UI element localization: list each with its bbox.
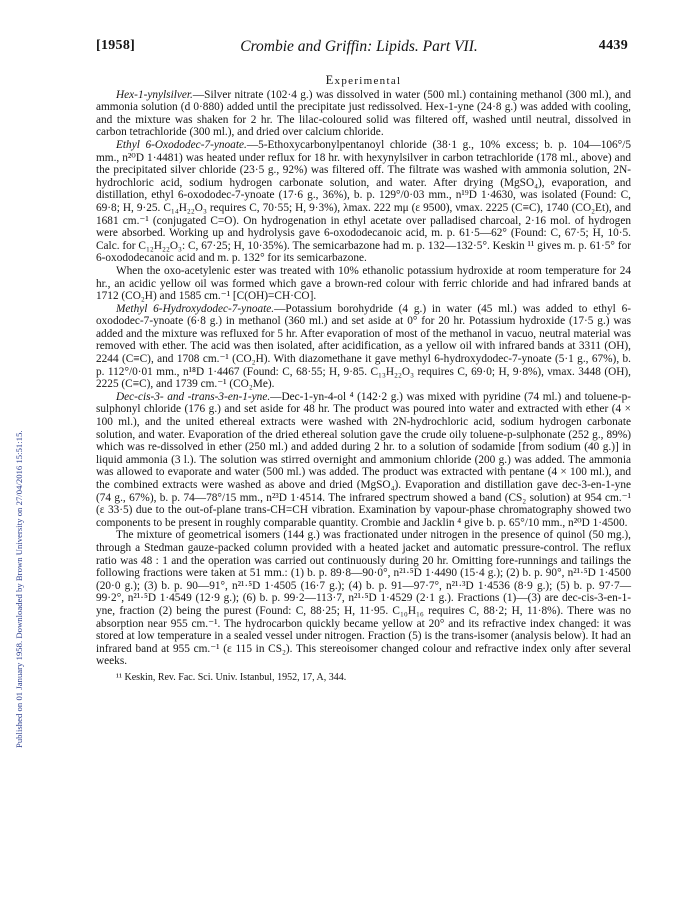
header-page-number: 4439: [598, 38, 628, 53]
header-year: [1958]: [96, 38, 136, 53]
paragraph-text: The mixture of geometrical isomers (144 g.) was fractionated under nitrogen in the presence of quinol (50 mg.), through a Stedman gauze-packed column provided with a heated jacket and automatic pressure-control. The reflux ratio was 48 : 1 and the operation was carried out continuously during 20 hr. Omitting fore-runnings and tailings the following fractions were taken at 51 mm.: (1) b. p. 89·8—90·0°, n²¹·⁵D 1·4490 (15·4 g.); (2) b. p. 90°, n²¹·⁵D 1·4500 (20·0 g.); (3) b. p. 90—91°, n²¹·⁵D 1·4505 (16·7 g.); (4) b. p. 91—97·7°, n²¹·³D 1·4536 (8·9 g.); (5) b. p. 97·7—99·2°, n²¹·⁵D 1·4549 (12·9 g.); (6) b. p. 99·2—113·7, n²¹·⁵D 1·4529 (2·1 g.). Fractions (1)—(3) are dec-cis-3-en-1-yne, fraction (2) being the purest (Found: C, 88·25; H, 11·95. C₁₀H₁₆ requires C, 88·2; H, 11·8%). There was no absorption near 955 cm.⁻¹. The hydrocarbon quickly became yellow at 20° and its refractive index changed: it was stored at low temperature in a sealed vessel under nitrogen. Fraction (5) is the trans-isomer (analysis below). It had an infrared band at 955 cm.⁻¹ (ε 115 in CS₂). This stereoisomer changed colour and refractive index only after several weeks.: [96, 529, 631, 668]
paragraph-text: When the oxo-acetylenic ester was treated with 10% ethanolic potassium hydroxide at room temperature for 24 hr., an acidic yellow oil was formed which gave a brown-red colour with ferric chloride and had infrared bands at 1712 (CO₂H) and 1585 cm.⁻¹ [C(OH)=CH·CO].: [96, 264, 631, 303]
paragraph-subheading: Ethyl 6-Oxododec-7-ynoate.: [116, 138, 247, 151]
side-note: [2, 150, 24, 750]
header-title: Crombie and Griffin: Lipids. Part VII.: [240, 38, 478, 55]
side-note-text: Published on 01 January 1958. Downloaded by Brown University on 27/04/2016 15:51:15.: [14, 430, 24, 748]
paragraph-text: —5-Ethoxycarbonylpentanoyl chloride (38·1 g., 10% excess; b. p. 104—106°/5 mm., n²⁰D 1·4481) was heated under reflux for 18 hr. with hexynylsilver in carbon tetrachloride (178 ml., above) and the precipitated silver chloride (23·5 g., 92%) was filtered off. The filtrate was washed with ammonia solution, 2N-hydrochloric acid, sodium hydrogen carbonate solution, and water. After drying (MgSO₄), evaporation, and distillation, ethyl 6-oxododec-7-ynoate (17·6 g., 36%), b. p. 129°/0·03 mm., n¹⁹D 1·4630, was isolated (Found: C, 69·8; H, 9·25. C₁₄H₂₂O₃ requires C, 70·55; H, 9·3%), λmax. 222 mμ (ε 9500), νmax. 2225 (C≡C), 1740 (CO₂Et), and 1681 cm.⁻¹ (conjugated C=O). On hydrogenation in ethyl acetate over palladised charcoal, 2·16 mol. of hydrogen were absorbed. Working up and hydrolysis gave 6-oxododecanoic acid, m. p. 61·5—62° (Found: C, 67·5; H, 10·5. Calc. for C₁₂H₂₂O₃: C, 67·25; H, 10·35%). The semicarbazone had m. p. 132—132·5°. Keskin ¹¹ gives m. p. 61·5° for 6-oxododecanoic acid and m. p. 132° for its semicarbazone.: [96, 138, 631, 265]
paragraph-subheading: Methyl 6-Hydroxydodec-7-ynoate.: [116, 302, 275, 315]
paragraph-subheading: Dec-cis-3- and -trans-3-en-1-yne.: [116, 390, 271, 403]
paragraph: [96, 529, 631, 668]
paragraph-subheading: Hex-1-ynylsilver.: [116, 88, 193, 101]
article-body: [96, 74, 631, 684]
paragraph: [96, 139, 631, 265]
paragraph-text: —Dec-1-yn-4-ol ⁴ (142·2 g.) was mixed with pyridine (74 ml.) and toluene-p-sulphonyl chloride (176 g.) and set aside for 48 hr. The product was poured into water and extracted with ether (4 × 100 ml.), and the united ethereal extracts were washed with 2N-hydrochloric acid, sodium hydrogen carbonate solution, and water. Evaporation of the dried ethereal solution gave the crude oily toluene-p-sulphonate (252 g., 89%) which was re-dissolved in ether (250 ml.) and added during 2 hr. to a solution of sodamide [from sodium (40 g.)] in liquid ammonia (3 l.). The solution was stirred overnight and ammonium chloride (200 g.) was added. The ammonia was allowed to evaporate and water (500 ml.) was added. The product was extracted with pentane (4 × 100 ml.), and the combined extracts were washed as above and dried (MgSO₄). Evaporation and distillation gave dec-3-en-1-yne (74 g., 67%), b. p. 74—78°/15 mm., n²³D 1·4514. The infrared spectrum showed a band (CS₂ solution) at 954 cm.⁻¹ (ε 33·5) due to the out-of-plane trans-CH=CH vibration. Examination by vapour-phase chromatography showed two components to be present in roughly comparable quantity. Crombie and Jacklin ⁴ give b. p. 65°/10 mm., n²⁰D 1·4500.: [96, 390, 631, 529]
paragraph: [96, 265, 631, 303]
paragraph-text: —Silver nitrate (102·4 g.) was dissolved in water (500 ml.) containing methanol (300 ml.), and ammonia solution (d 0·880) added until the precipitate just redissolved. Hex-1-yne (24·8 g.) was added with cooling, and the mixture was shaken for 2 hr. The lilac-coloured solid was filtered off, washed until neutral, dissolved in carbon tetrachloride (300 ml.), and dried over calcium chloride.: [96, 88, 631, 139]
section-heading: Experimental: [325, 73, 402, 87]
paragraph: [96, 391, 631, 530]
paragraph: [96, 303, 631, 391]
footnote: ¹¹ Keskin, Rev. Fac. Sci. Univ. Istanbul, 1952, 17, A, 344.: [116, 671, 347, 683]
paragraph-text: —Potassium borohydride (4 g.) in water (45 ml.) was added to ethyl 6-oxododec-7-ynoate (6·8 g.) in methanol (360 ml.) and set aside at 0° for 20 hr. Potassium hydroxide (17·5 g.) was added and the mixture was refluxed for 5 hr. After evaporation of most of the methanol in vacuo, neutral material was removed with ether. The acid was then isolated, after acidification, as a yellow oil with infrared bands at 3311 (OH), 2244 (C≡C), and 1708 cm.⁻¹ (CO₂H). With diazomethane it gave methyl 6-hydroxydodec-7-ynoate (5·1 g., 67%), b. p. 112°/0·01 mm., n¹⁸D 1·4467 (Found: C, 68·55; H, 9·85. C₁₃H₂₂O₃ requires C, 69·0; H, 9·8%), νmax. 3448 (OH), 2225 (C≡C), and 1739 cm.⁻¹ (CO₂Me).: [96, 302, 631, 391]
paragraph: [96, 89, 631, 139]
page-header: [96, 38, 628, 60]
